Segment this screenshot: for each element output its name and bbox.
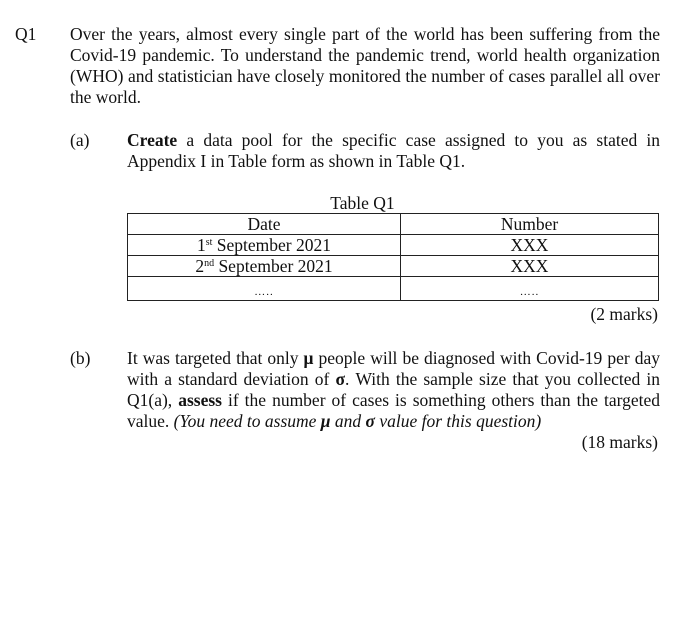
table-row: [128, 256, 659, 277]
date-day: 2: [195, 256, 205, 276]
part-a-bold-verb: Create: [127, 130, 178, 150]
table-row-ellipsis: [128, 277, 659, 301]
question-intro: Over the years, almost every single part of the world has been suffering from the Covid-19 pandemic. To understand the pandemic trend, world health organization (WHO) and statistician have closely monitored the number of cases parallel all over the world.: [70, 24, 660, 107]
part-a-body: a data pool for the specific case assigned to you as stated in Appendix I in Table form as shown in Table Q1.: [127, 130, 661, 171]
part-a-label: (a): [70, 130, 90, 150]
part-a-marks: (2 marks): [590, 304, 658, 324]
date-suffix: nd: [204, 258, 215, 269]
sigma-symbol: σ: [335, 369, 345, 389]
number-cell: XXX: [401, 235, 659, 256]
table-header-row: [128, 214, 659, 235]
part-b-text-1: It was targeted that only: [127, 348, 299, 368]
question-number: Q1: [15, 24, 37, 44]
header-number: Number: [401, 214, 659, 235]
italic-1: (You need to assume: [173, 411, 317, 431]
part-a-text: [127, 130, 660, 172]
part-b-label: (b): [70, 348, 91, 368]
date-cell: [128, 256, 401, 277]
part-b-text: [127, 348, 660, 432]
ellipsis-date: …..: [254, 286, 274, 298]
italic-sigma-symbol: σ: [365, 411, 375, 431]
header-date: Date: [128, 214, 401, 235]
part-b-marks: (18 marks): [581, 432, 658, 452]
mu-symbol: μ: [303, 348, 314, 368]
part-b-text-4: if the number of cases is something others than the targeted value.: [127, 390, 661, 431]
part-b-text-3: . With the sample size that you collected in Q1(a),: [127, 369, 660, 410]
italic-2: and: [334, 411, 362, 431]
part-b-bold-verb: assess: [178, 390, 222, 410]
data-table: [127, 213, 659, 301]
ellipsis-cell: [128, 277, 401, 301]
number-cell: XXX: [401, 256, 659, 277]
date-rest: September 2021: [218, 256, 333, 276]
ellipsis-number: …..: [519, 286, 540, 298]
date-cell: [128, 235, 401, 256]
part-b-italic-note: [174, 411, 542, 431]
table-caption: Table Q1: [330, 193, 395, 213]
date-day: 1: [196, 235, 206, 255]
date-suffix: st: [205, 237, 213, 248]
italic-mu-symbol: μ: [320, 411, 331, 431]
date-rest: September 2021: [216, 235, 331, 255]
part-b-text-2: people will be diagnosed with Covid-19 per day with a standard deviation of: [127, 348, 661, 389]
table-row: [128, 235, 659, 256]
ellipsis-cell: [401, 277, 659, 301]
italic-3: value for this question): [379, 411, 542, 431]
